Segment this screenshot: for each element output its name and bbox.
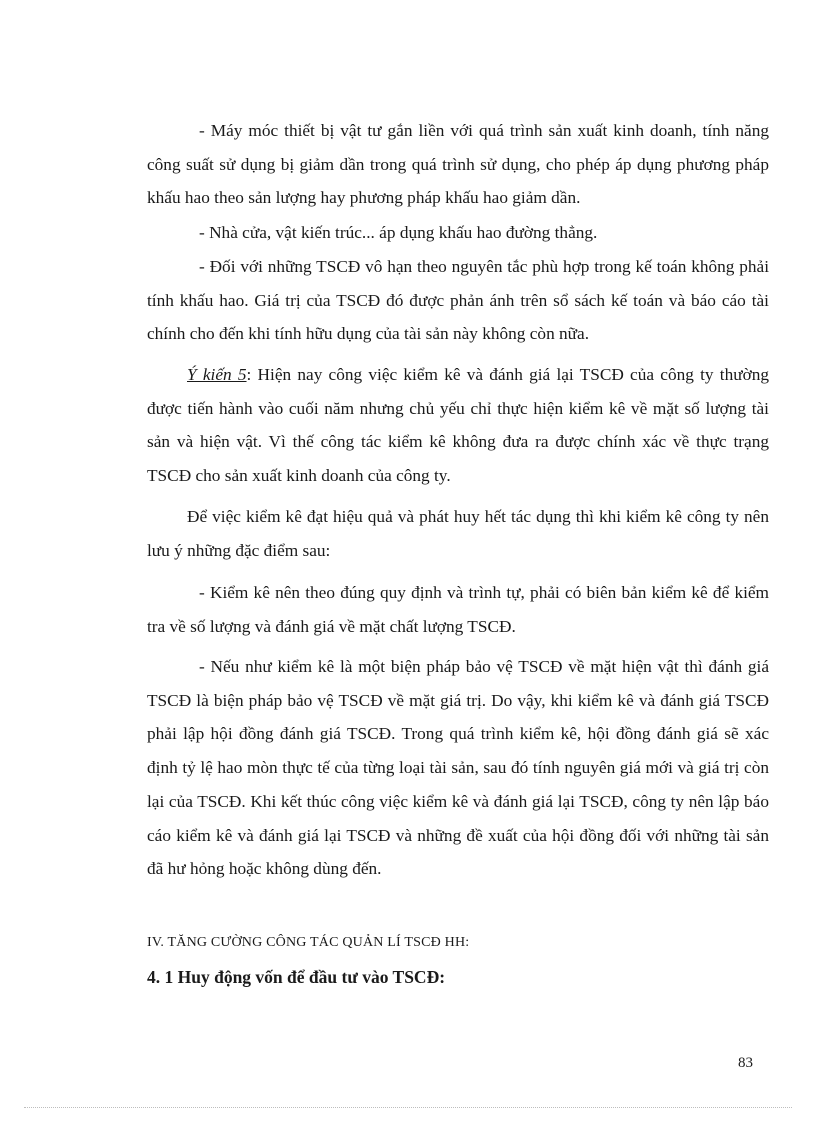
opinion-label: Ý kiến 5 — [187, 365, 247, 384]
subsection-heading: 4. 1 Huy động vốn để đầu tư vào TSCĐ: — [147, 967, 446, 987]
paragraph-revaluation: - Nếu như kiểm kê là một biện pháp bảo vệ TSCĐ về mặt hiện vật thì đánh giá TSCĐ là biện pháp bảo vệ TSCĐ về mặt giá trị. Do vậy, khi kiểm kê và đánh giá TSCĐ phải lập hội đồng đánh giá TSCĐ. Trong quá trình kiểm kê, hội đồng đánh giá sẽ xác định tỷ lệ hao mòn thực tế của từng loại tài sản, sau đó tính nguyên giá mới và giá trị còn lại của TSCĐ. Khi kết thúc công việc kiểm kê và đánh giá lại TSCĐ, công ty nên lập báo cáo kiểm kê và đánh giá lại TSCĐ và những đề xuất của hội đồng đối với những tài sản đã hư hỏng hoặc không dùng đến. — [147, 657, 769, 879]
page-number: 83 — [738, 1055, 753, 1071]
paragraph-machinery: - Máy móc thiết bị vật tư gắn liền với quá trình sản xuất kinh doanh, tính năng công suất sử dụng bị giảm dần trong quá trình sử dụng, cho phép áp dụng phương pháp khấu hao theo sản lượng hay phương pháp khấu hao giảm dần. — [147, 121, 769, 208]
section-heading: IV. TĂNG CƯỜNG CÔNG TÁC QUẢN LÍ TSCĐ HH: — [147, 935, 470, 950]
paragraph-intangible-assets: - Đối với những TSCĐ vô hạn theo nguyên tắc phù hợp trong kế toán không phải tính khấu hao. Giá trị của TSCĐ đó được phản ánh trên sổ sách kế toán và báo cáo tài chính cho đến khi tính hữu dụng của tài sản này không còn nữa. — [147, 257, 769, 344]
paragraph-inventory-rule: - Kiểm kê nên theo đúng quy định và trình tự, phải có biên bản kiểm kê để kiểm tra về số lượng và đánh giá về mặt chất lượng TSCĐ. — [147, 583, 769, 636]
paragraph-inventory-intro: Để việc kiểm kê đạt hiệu quả và phát huy hết tác dụng thì khi kiểm kê công ty nên lưu ý những đặc điểm sau: — [147, 507, 769, 560]
paragraph-buildings: - Nhà cửa, vật kiến trúc... áp dụng khấu hao đường thẳng. — [199, 223, 598, 242]
paragraph-opinion-5 — [147, 358, 769, 493]
page-bottom-divider — [24, 1107, 792, 1108]
opinion-text: : Hiện nay công việc kiểm kê và đánh giá lại TSCĐ của công ty thường được tiến hành vào cuối năm nhưng chủ yếu chỉ thực hiện kiểm kê về mặt số lượng tài sản và hiện vật. Vì thế công tác kiểm kê không đưa ra được chính xác về thực trạng TSCĐ cho sản xuất kinh doanh của công ty. — [147, 365, 770, 486]
